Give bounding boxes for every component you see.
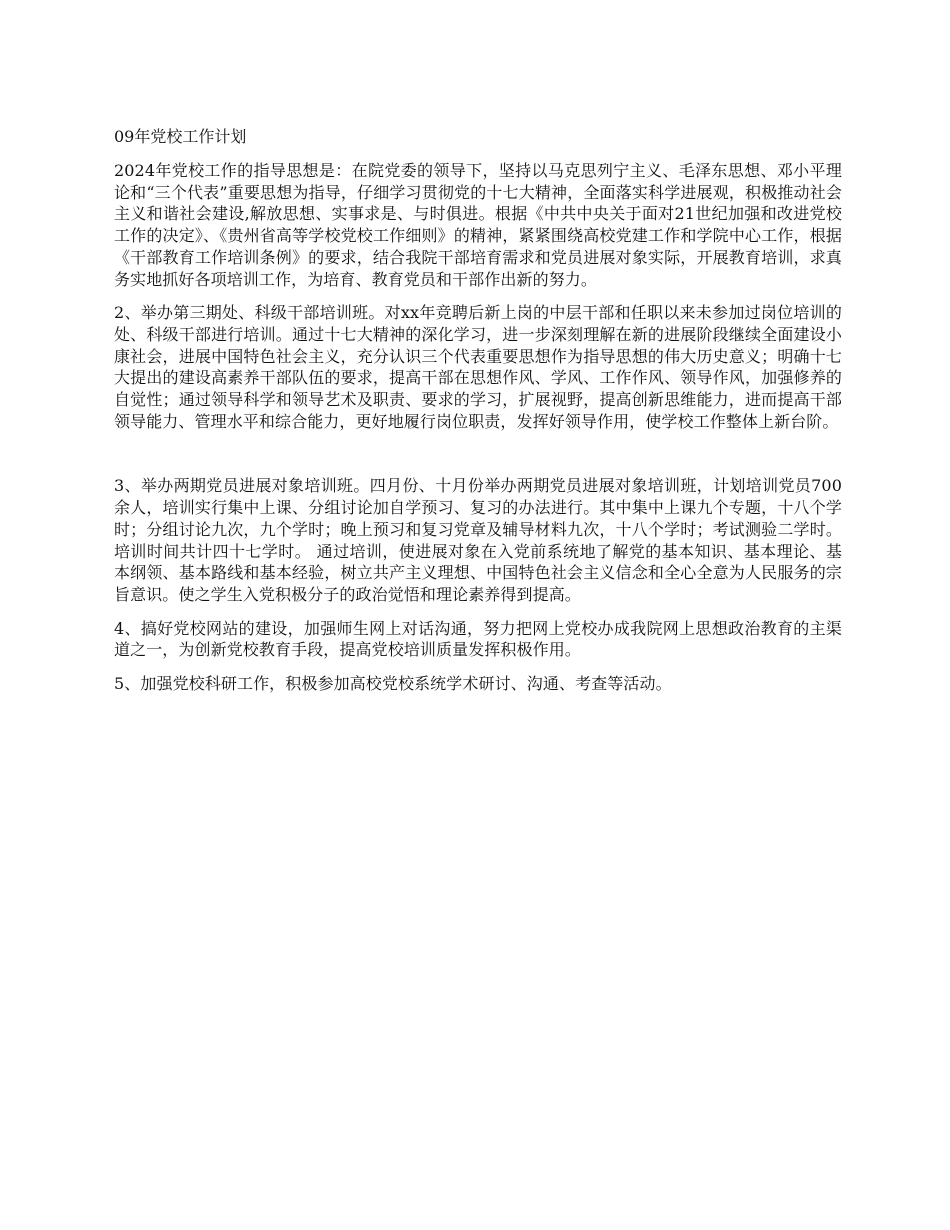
paragraph-item-4: 4、搞好党校网站的建设，加强师生网上对话沟通，努力把网上党校办成我院网上思想政治教育的主渠道之一，为创新党校教育手段，提高党校培训质量发挥积极作用。 [114,618,842,660]
paragraph-guiding-ideology: 2024年党校工作的指导思想是：在院党委的领导下，坚持以马克思列宁主义、毛泽东思想、邓小平理论和“三个代表”重要思想为指导，仔细学习贯彻党的十七大精神，全面落实科学进展观，积极推动社会主义和谐社会建设,解放思想、实事求是、与时俱进。根据《中共中央关于面对21世纪加强和改进党校工作的决定》、《贵州省高等学校党校工作细则》的精神，紧紧围绕高校党建工作和学院中心工作，根据《干部教育工作培训条例》的要求，结合我院干部培育需求和党员进展对象实际，开展教育培训，求真务实地抓好各项培训工作，为培育、教育党员和干部作出新的努力。 [114,161,842,289]
paragraph-item-5: 5、加强党校科研工作，积极参加高校党校系统学术研讨、沟通、考查等活动。 [114,674,672,694]
paragraph-item-3: 3、举办两期党员进展对象培训班。四月份、十月份举办两期党员进展对象培训班，计划培训党员700余人，培训实行集中上课、分组讨论加自学预习、复习的办法进行。其中集中上课九个专题，十八个学时；分组讨论九次，九个学时；晚上预习和复习党章及辅导材料九次，十八个学时；考试测验二学时。培训时间共计四十七学时。 通过培训，使进展对象在入党前系统地了解党的基本知识、基本理论、基本纲领、基本路线和基本经验，树立共产主义理想、中国特色社会主义信念和全心全意为人民服务的宗旨意识。使之学生入党积极分子的政治觉悟和理论素养得到提高。 [114,476,842,604]
blank-spacer [114,444,842,475]
document-title: 09年党校工作计划 [114,127,247,146]
document-body [114,126,842,707]
paragraph-item-2: 2、举办第三期处、科级干部培训班。对xx年竞聘后新上岗的中层干部和任职以来未参加过岗位培训的处、科级干部进行培训。通过十七大精神的深化学习，进一步深刻理解在新的进展阶段继续全面建设小康社会，进展中国特色社会主义，充分认识三个代表重要思想作为指导思想的伟大历史意义；明确十七大提出的建设高素养干部队伍的要求，提高干部在思想作风、学风、工作作风、领导作风，加强修养的自觉性；通过领导科学和领导艺术及职责、要求的学习，扩展视野，提高创新思维能力，进而提高干部领导能力、管理水平和综合能力，更好地履行岗位职责，发挥好领导作用，使学校工作整体上新台阶。 [114,303,842,431]
